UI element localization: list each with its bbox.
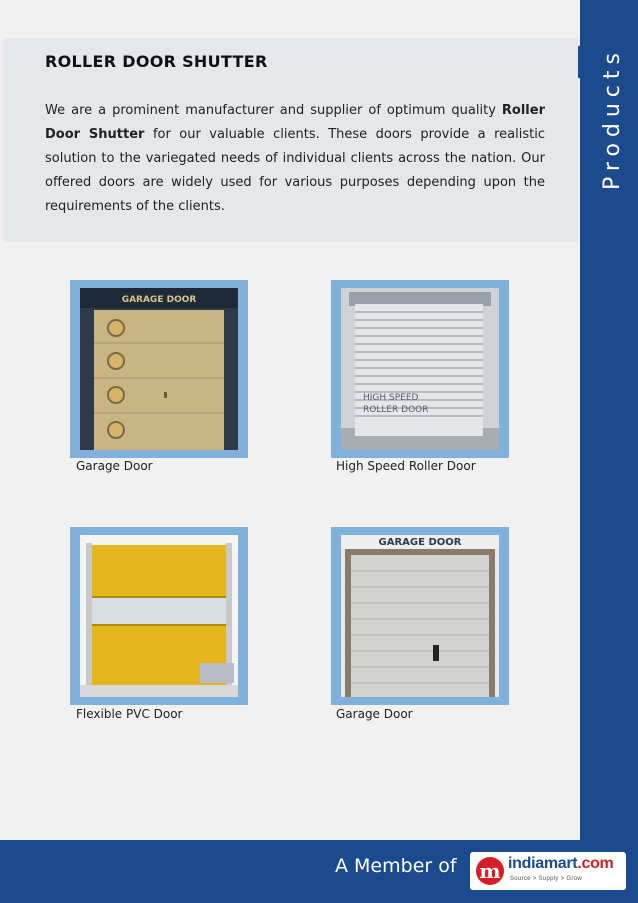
sectional-door-photo xyxy=(341,535,499,697)
caption-high-speed-roller-door: High Speed Roller Door xyxy=(336,459,476,473)
product-image-high-speed-roller-door[interactable] xyxy=(331,280,509,458)
member-text: A Member of xyxy=(335,855,457,877)
caption-flexible-pvc-door: Flexible PVC Door xyxy=(76,707,183,721)
logo-name-main: indiamart xyxy=(508,855,578,872)
sectional-sign-text: GARAGE DOOR xyxy=(378,537,462,548)
intro-text-start: We are a prominent manufacturer and supplier of optimum quality xyxy=(45,103,502,118)
caption-garage-door: Garage Door xyxy=(76,459,153,473)
garage-sign-text: GARAGE DOOR xyxy=(121,295,197,305)
roller-sign-line-1: HIGH SPEED xyxy=(363,393,419,403)
roller-sign-line-2: ROLLER DOOR xyxy=(363,405,429,415)
logo-tagline: Source > Supply > Grow xyxy=(510,876,582,882)
intro-text-end: for our valuable clients. These doors provide a realistic solution to the variegated needs of individual clients across the nation. Our offered doors are widely used for various purposes depending upon the requirements of the clients. xyxy=(45,127,545,214)
indiamart-logo[interactable] xyxy=(470,852,626,890)
product-image-flexible-pvc-door[interactable] xyxy=(70,527,248,705)
product-image-garage-door[interactable] xyxy=(70,280,248,458)
intro-paragraph xyxy=(45,99,545,219)
page-title: ROLLER DOOR SHUTTER xyxy=(45,52,268,71)
logo-wordmark xyxy=(508,855,613,873)
product-image-garage-door-2[interactable] xyxy=(331,527,509,705)
indiamart-m-icon: m xyxy=(476,857,504,885)
garage-door-photo xyxy=(80,288,238,450)
sidebar-label: Products xyxy=(600,47,625,190)
caption-garage-door-2: Garage Door xyxy=(336,707,413,721)
roller-door-photo xyxy=(341,288,499,450)
pvc-door-photo xyxy=(80,535,238,697)
intro-product-name: Roller Door Shutter xyxy=(45,103,545,142)
logo-name-suffix: .com xyxy=(577,855,614,872)
